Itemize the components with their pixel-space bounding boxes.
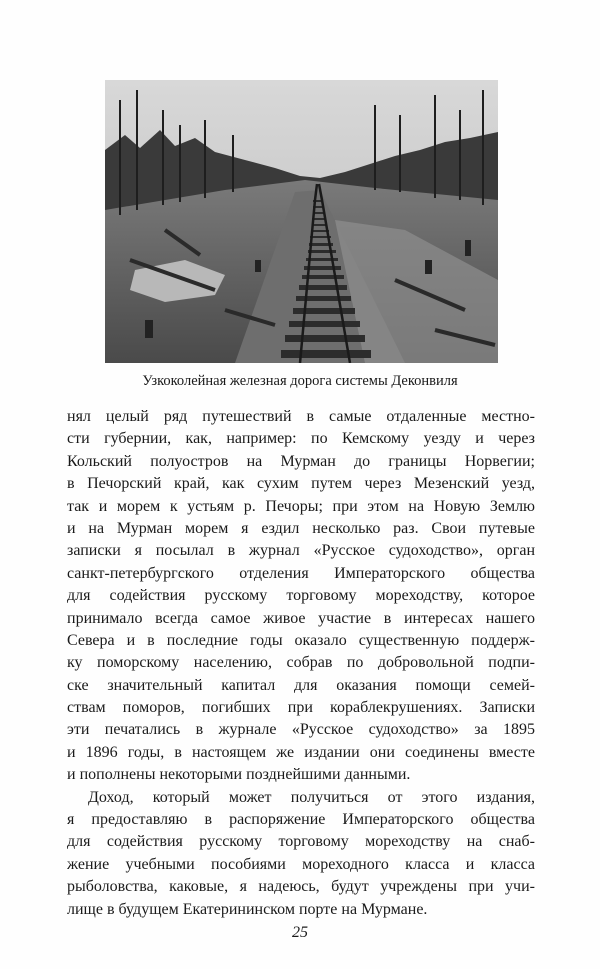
text-line: жение учебными пособиями мореходного класса и класса bbox=[67, 855, 535, 873]
text-line: лище в будущем Екатерининском порте на Мурмане. bbox=[67, 900, 428, 918]
railway-photo bbox=[105, 80, 498, 363]
paragraph-1 bbox=[67, 406, 535, 787]
text-line: рыболовства, каковые, я надеюсь, будут учреждены при учи- bbox=[67, 878, 535, 896]
text-line: Кольский полуостров на Мурман до границы Норвегии; bbox=[67, 452, 535, 470]
text-line: и на Мурман морем я ездил несколько раз. Свои путевые bbox=[67, 519, 535, 537]
text-line: нял целый ряд путешествий в самые отдаленные местно- bbox=[67, 408, 535, 425]
text-line: в Печорский край, как сухим путем через Мезенский уезд, bbox=[67, 475, 535, 493]
text-line: сти губернии, как, например: по Кемскому уезду и через bbox=[67, 430, 535, 448]
text-line: записки я посылал в журнал «Русское судоходство», орган bbox=[67, 542, 535, 560]
text-line: Севера и в последние годы оказало существенную поддерж- bbox=[67, 631, 535, 649]
text-line: я предоставляю в распоряжение Императорского общества bbox=[67, 811, 535, 829]
page-number: 25 bbox=[292, 924, 308, 941]
photo-caption: Узкоколейная железная дорога системы Деконвиля bbox=[142, 373, 458, 389]
text-line: санкт-петербургского отделения Императорского общества bbox=[67, 564, 535, 582]
text-line: и пополнены некоторыми позднейшими данными. bbox=[67, 766, 411, 784]
text-line: принимало всегда самое живое участие в интересах нашего bbox=[67, 609, 535, 627]
text-line: для содействия русскому торговому мореходству, которое bbox=[67, 587, 535, 605]
text-line: ствам поморов, погибших при кораблекрушениях. Записки bbox=[67, 699, 535, 717]
railway-forest-photo-icon bbox=[105, 80, 498, 363]
text-line: для содействия русскому торговому мореходству на снаб- bbox=[67, 833, 535, 851]
text-line: эти печатались в журнале «Русское судоходство» за 1895 bbox=[67, 721, 535, 739]
text-line: ку поморскому населению, собрав по добровольной подпи- bbox=[67, 654, 535, 672]
text-line: так и морем к устьям р. Печоры; при этом на Новую Землю bbox=[67, 497, 535, 515]
body-text bbox=[67, 406, 535, 921]
text-line: Доход, который может получиться от этого издания, bbox=[88, 788, 535, 806]
paragraph-2 bbox=[67, 787, 535, 921]
text-line: ске значительный капитал для оказания помощи семей- bbox=[67, 676, 535, 694]
text-line: и 1896 годы, в настоящем же издании они соединены вместе bbox=[67, 743, 535, 761]
